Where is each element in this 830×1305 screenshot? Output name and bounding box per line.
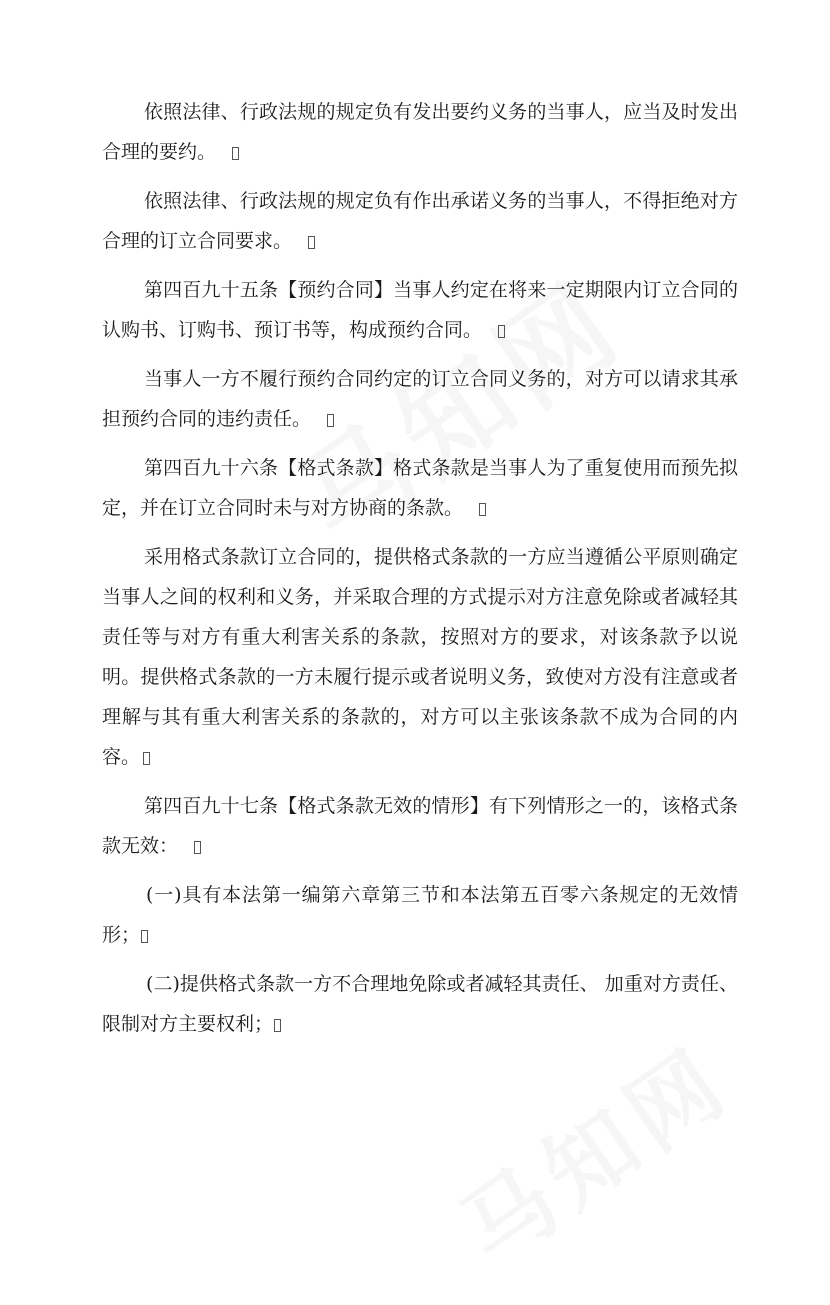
paragraph-2 <box>102 181 738 261</box>
paragraph-6 <box>102 537 738 777</box>
paragraph-text: 第四百九十七条【格式条款无效的情形】有下列情形之一的，该格式条款无效： <box>102 795 738 857</box>
paragraph-text: 依照法律、行政法规的规定负有发出要约义务的当事人，应当及时发出合理的要约。 <box>102 101 738 163</box>
document-body <box>102 92 738 1053</box>
paragraph-mark-icon <box>274 1019 281 1032</box>
paragraph-4 <box>102 359 738 439</box>
paragraph-7 <box>102 786 738 866</box>
list-item-2 <box>102 964 738 1044</box>
paragraph-mark-icon <box>194 841 201 854</box>
paragraph-mark-icon <box>327 414 334 427</box>
paragraph-text: (一)具有本法第一编第六章第三节和本法第五百零六条规定的无效情形； <box>102 884 738 946</box>
paragraph-text: 依照法律、行政法规的规定负有作出承诺义务的当事人，不得拒绝对方合理的订立合同要求。 <box>102 190 738 252</box>
paragraph-mark-icon <box>498 325 505 338</box>
paragraph-text: 采用格式条款订立合同的，提供格式条款的一方应当遵循公平原则确定当事人之间的权利和义务，并采取合理的方式提示对方注意免除或者减轻其责任等与对方有重大利害关系的条款，按照对方的要求，对该条款予以说明。提供格式条款的一方未履行提示或者说明义务，致使对方没有注意或者理解与其有重大利害关系的条款的，对方可以主张该条款不成为合同的内容。 <box>102 546 738 768</box>
list-item-1 <box>102 875 738 955</box>
paragraph-mark-icon <box>141 930 148 943</box>
paragraph-mark-icon <box>143 752 150 765</box>
paragraph-mark-icon <box>308 236 315 249</box>
paragraph-5 <box>102 448 738 528</box>
paragraph-3 <box>102 270 738 350</box>
paragraph-text: 第四百九十五条【预约合同】当事人约定在将来一定期限内订立合同的认购书、订购书、预订书等，构成预约合同。 <box>102 279 738 341</box>
paragraph-mark-icon <box>479 503 486 516</box>
paragraph-text: 第四百九十六条【格式条款】格式条款是当事人为了重复使用而预先拟定，并在订立合同时未与对方协商的条款。 <box>102 457 738 519</box>
paragraph-text: 当事人一方不履行预约合同约定的订立合同义务的，对方可以请求其承担预约合同的违约责任。 <box>102 368 738 430</box>
paragraph-mark-icon <box>232 147 239 160</box>
paragraph-1 <box>102 92 738 172</box>
paragraph-text: (二)提供格式条款一方不合理地免除或者减轻其责任、 加重对方责任、限制对方主要权利； <box>102 973 738 1035</box>
